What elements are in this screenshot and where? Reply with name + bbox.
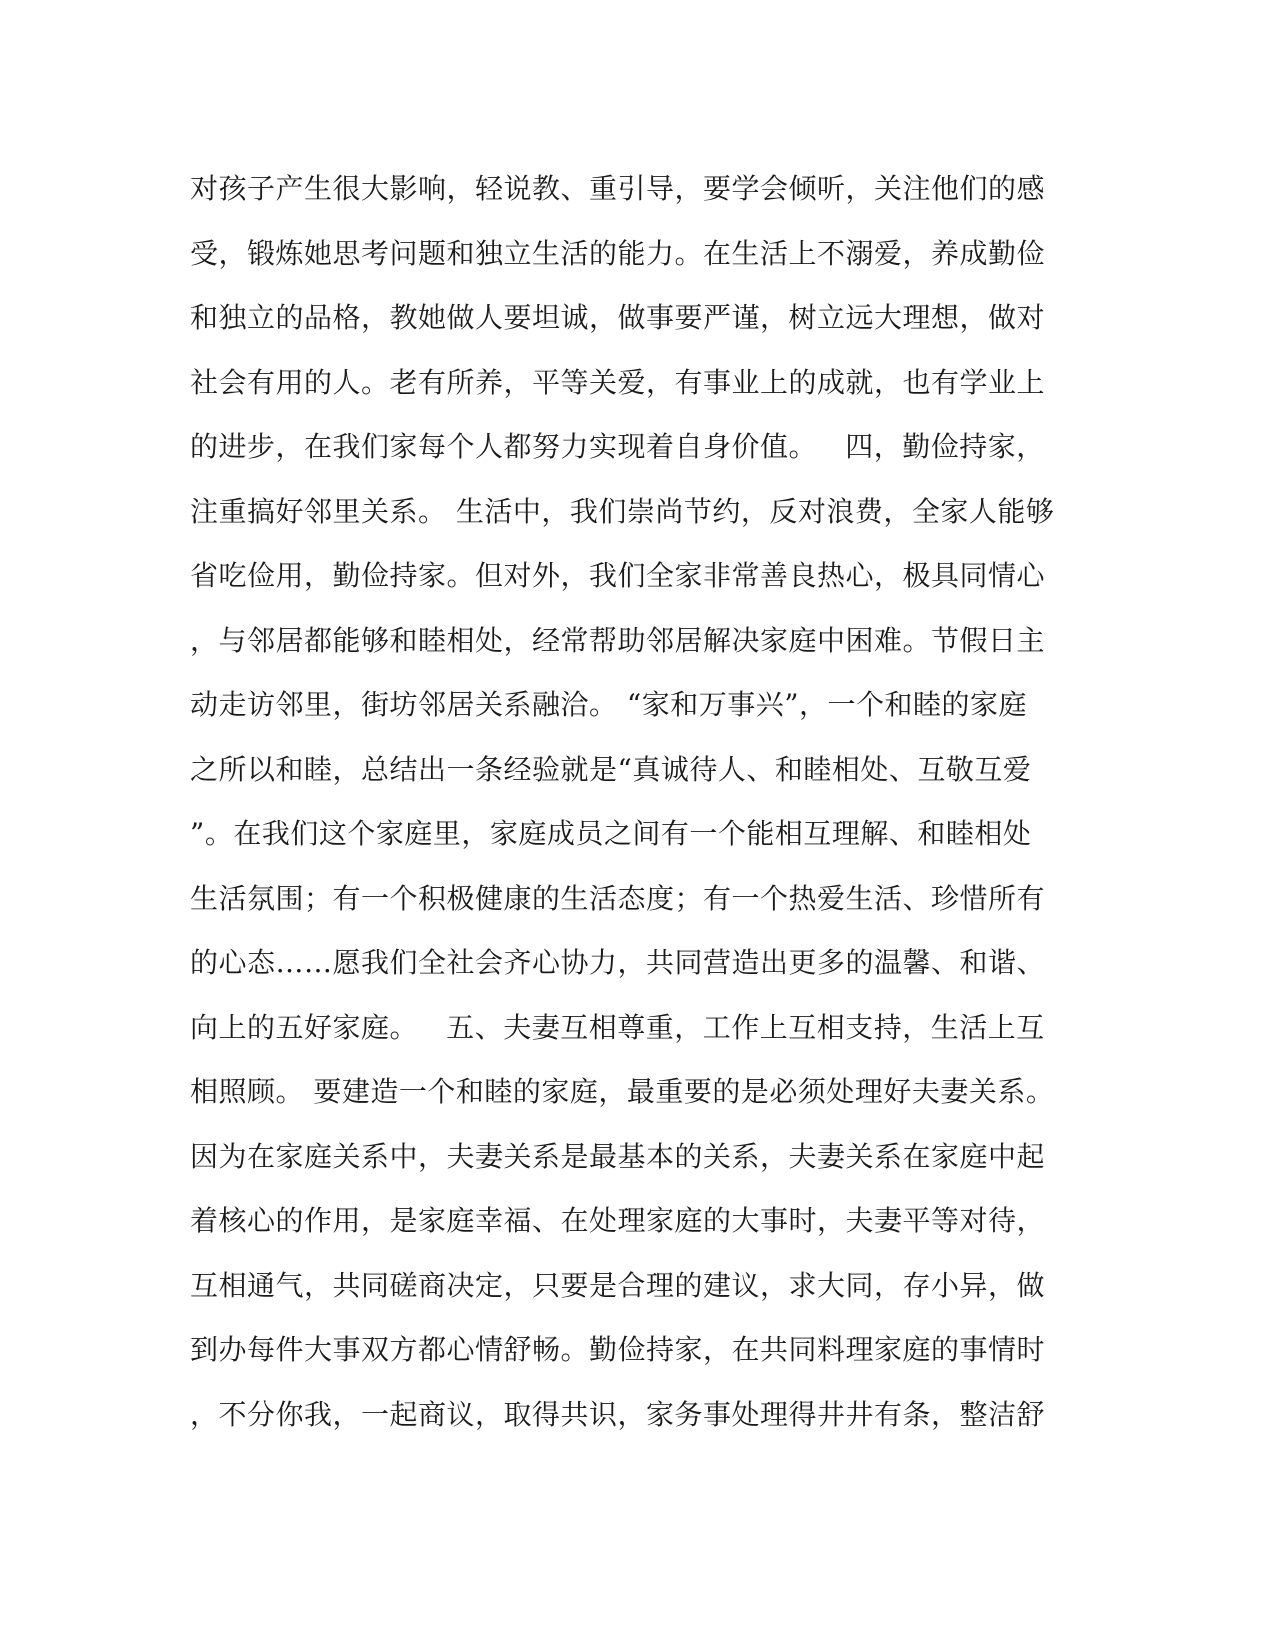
text-line: 和独立的品格，教她做人要坦诚，做事要严谨，树立远大理想，做对 [190, 301, 1046, 334]
text-line: 省吃俭用，勤俭持家。但对外，我们全家非常善良热心，极具同情心 [190, 559, 1046, 592]
text-line: 的心态……愿我们全社会齐心协力，共同营造出更多的温馨、和谐、 [190, 946, 1046, 979]
text-line: ”。在我们这个家庭里，家庭成员之间有一个能相互理解、和睦相处 [190, 817, 1032, 850]
text-line: 社会有用的人。老有所养，平等关爱，有事业上的成就，也有学业上 [190, 365, 1046, 399]
text-line: 因为在家庭关系中，夫妻关系是最基本的关系，夫妻关系在家庭中起 [190, 1139, 1046, 1173]
text-line: 受，锻炼她思考问题和独立生活的能力。在生活上不溺爱，养成勤俭 [190, 236, 1046, 270]
text-line: 对孩子产生很大影响，轻说教、重引导，要学会倾听，关注他们的感 [190, 172, 1046, 205]
text-line: 相照顾。 要建造一个和睦的家庭，最重要的是必须处理好夫妻关系。 [190, 1075, 1055, 1108]
text-line: 互相通气，共同磋商决定，只要是合理的建议，求大同，存小异，做 [190, 1268, 1046, 1302]
body-text [190, 157, 1090, 1447]
text-line: 之所以和睦，总结出一条经验就是“真诚待人、和睦相处、互敬互爱 [190, 752, 1032, 786]
text-line: 到办每件大事双方都心情舒畅。勤俭持家，在共同料理家庭的事情时 [190, 1333, 1046, 1366]
text-line: ，与邻居都能够和睦相处，经常帮助邻居解决家庭中困难。节假日主 [190, 623, 1046, 657]
text-line: ，不分你我，一起商议，取得共识，家务事处理得井井有条，整洁舒 [190, 1397, 1046, 1431]
text-line: 动走访邻里，街坊邻居关系融洽。 “家和万事兴”，一个和睦的家庭 [190, 688, 1028, 721]
text-line: 注重搞好邻里关系。 生活中，我们崇尚节约，反对浪费，全家人能够 [190, 494, 1055, 528]
text-line: 的进步，在我们家每个人都努力实现着自身价值。 四，勤俭持家， [190, 430, 1045, 463]
text-line: 着核心的作用，是家庭幸福、在处理家庭的大事时，夫妻平等对待， [190, 1204, 1046, 1237]
text-line: 向上的五好家庭。 五、夫妻互相尊重，工作上互相支持，生活上互 [190, 1010, 1045, 1044]
text-line: 生活氛围；有一个积极健康的生活态度；有一个热爱生活、珍惜所有 [190, 881, 1046, 915]
